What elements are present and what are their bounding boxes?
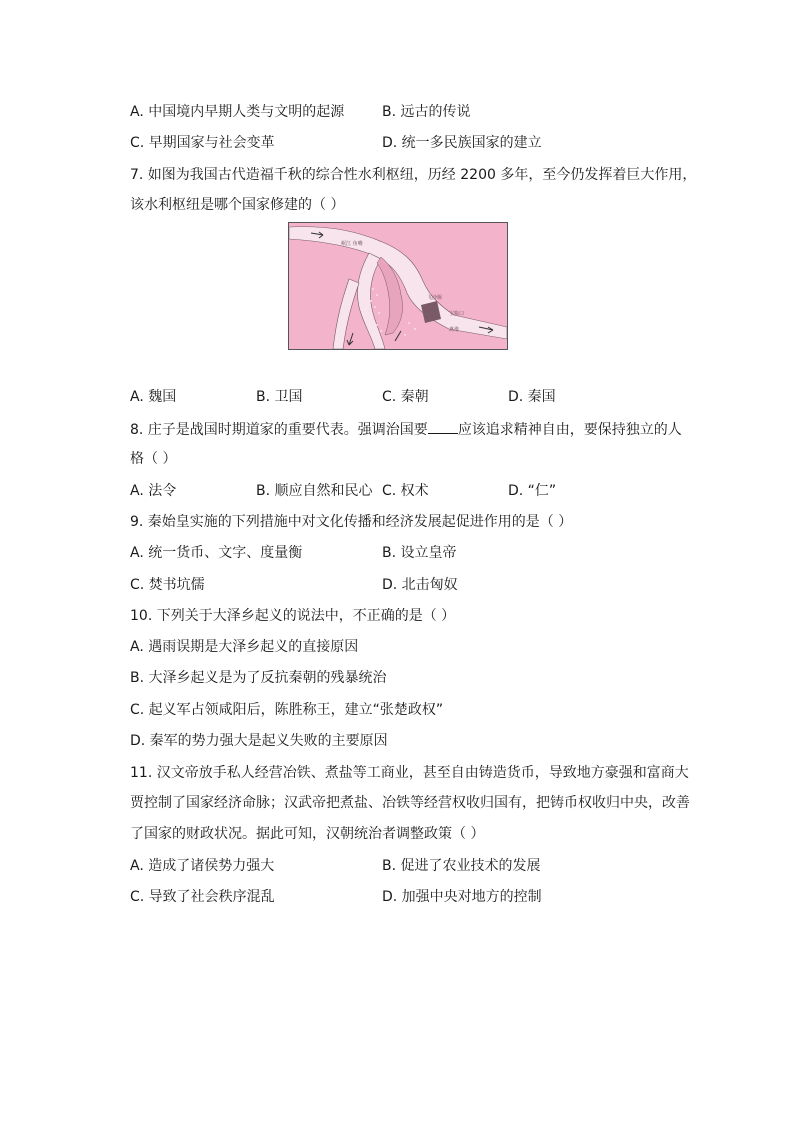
- q8-option-c[interactable]: C. 权术: [382, 483, 429, 499]
- map-label-gate: 宝瓶口: [449, 311, 465, 317]
- map-label-dam: 离堆: [449, 327, 460, 333]
- q10-option-d[interactable]: D. 秦军的势力强大是起义失败的主要原因: [130, 733, 388, 749]
- q10-option-b[interactable]: B. 大泽乡起义是为了反抗秦朝的残暴统治: [130, 670, 387, 686]
- q8-stem-post: 应该追求精神自由，要保持独立的人: [457, 422, 682, 438]
- q10-option-c[interactable]: C. 起义军占领咸阳后，陈胜称王，建立“张楚政权”: [130, 702, 444, 718]
- map-label-pass: 飞沙堰: [427, 295, 443, 301]
- q8-answer-blank: [428, 419, 458, 434]
- q8-stem-line1: [130, 419, 682, 440]
- q9-option-d[interactable]: D. 北击匈奴: [382, 577, 458, 593]
- q11-option-d[interactable]: D. 加强中央对地方的控制: [382, 889, 542, 905]
- q7-stem-line2: 该水利枢纽是哪个国家修建的（ ）: [130, 197, 345, 213]
- q9-stem: 9. 秦始皇实施的下列措施中对文化传播和经济发展起促进作用的是（ ）: [130, 514, 573, 530]
- q7-option-b[interactable]: B. 卫国: [256, 389, 303, 405]
- dujiangyan-map: [288, 222, 508, 350]
- q9-option-a[interactable]: A. 统一货币、文字、度量衡: [130, 545, 303, 561]
- q6-option-a[interactable]: A. 中国境内早期人类与文明的起源: [130, 104, 345, 120]
- map-label-river: 岷江 鱼嘴: [341, 241, 363, 247]
- q11-option-c[interactable]: C. 导致了社会秩序混乱: [130, 889, 275, 905]
- q7-option-a[interactable]: A. 魏国: [130, 389, 177, 405]
- q8-option-a[interactable]: A. 法令: [130, 483, 177, 499]
- q7-stem-line1: 7. 如图为我国古代造福千秋的综合性水利枢纽，历经 2200 多年，至今仍发挥着巨大作用，: [130, 167, 697, 183]
- q6-option-d[interactable]: D. 统一多民族国家的建立: [382, 135, 542, 151]
- q9-option-c[interactable]: C. 焚书坑儒: [130, 577, 205, 593]
- q11-option-a[interactable]: A. 造成了诸侯势力强大: [130, 858, 275, 874]
- q8-stem-pre: 8. 庄子是战国时期道家的重要代表。强调治国要: [130, 422, 428, 438]
- q7-option-d[interactable]: D. 秦国: [508, 389, 556, 405]
- q8-option-b[interactable]: B. 顺应自然和民心: [256, 483, 373, 499]
- q9-option-b[interactable]: B. 设立皇帝: [382, 545, 457, 561]
- q7-option-c[interactable]: C. 秦朝: [382, 389, 429, 405]
- q11-stem-line1: 11. 汉文帝放手私人经营冶铁、煮盐等工商业，甚至自由铸造货币，导致地方豪强和富商大: [130, 765, 689, 781]
- q8-option-d[interactable]: D. “仁”: [508, 483, 557, 499]
- q6-option-b[interactable]: B. 远古的传说: [382, 104, 471, 120]
- q6-option-c[interactable]: C. 早期国家与社会变革: [130, 135, 275, 151]
- q8-stem-line2: 格（ ）: [130, 451, 177, 467]
- q11-stem-line3: 了国家的财政状况。据此可知，汉朝统治者调整政策（ ）: [130, 826, 485, 842]
- q10-option-a[interactable]: A. 遇雨误期是大泽乡起义的直接原因: [130, 639, 359, 655]
- q11-stem-line2: 贾控制了国家经济命脉；汉武帝把煮盐、冶铁等经营权收归国有，把铸币权收归中央，改善: [130, 795, 690, 811]
- q10-stem: 10. 下列关于大泽乡起义的说法中，不正确的是（ ）: [130, 608, 456, 624]
- q11-option-b[interactable]: B. 促进了农业技术的发展: [382, 858, 541, 874]
